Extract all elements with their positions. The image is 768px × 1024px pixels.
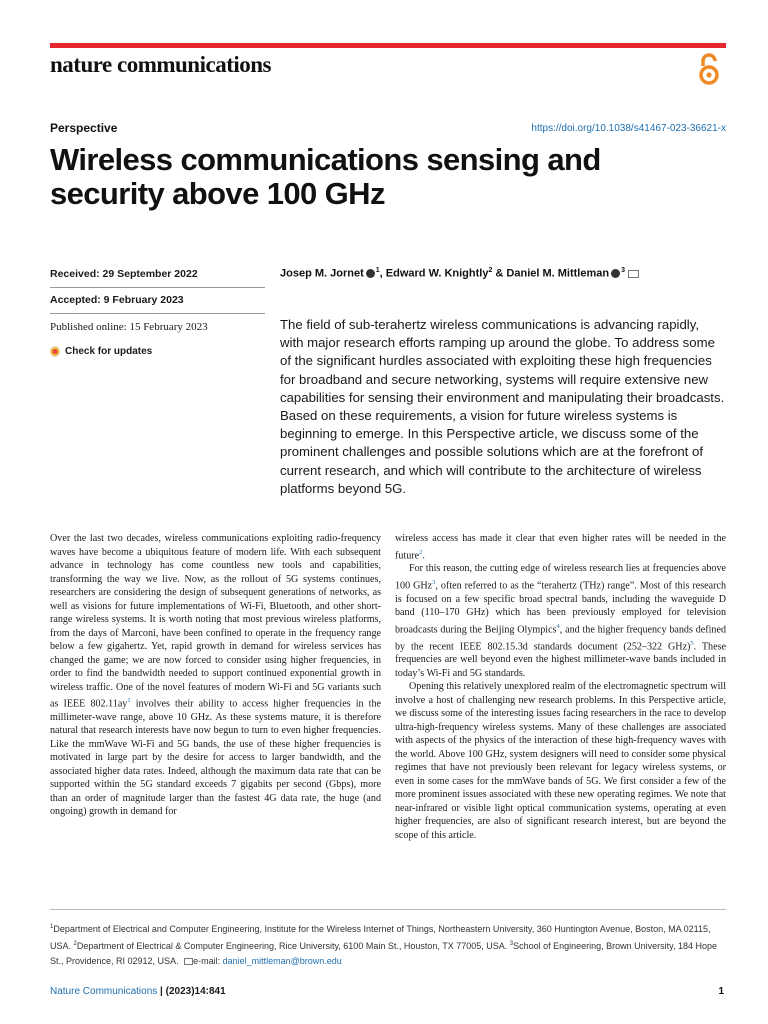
open-access-icon bbox=[696, 52, 722, 86]
body-paragraph: Opening this relatively unexplored realm of the electromagnetic spectrum will involve a host of challenging new research problems. In this Perspective article, we discuss some of the interesting issues facing researchers in the race to develop ultra-high-frequency wireless systems. Many of these challenges are associated with aspects of the physics of the interaction of these high-frequency waves with the world. Above 100 GHz, system designers will need to consider some physical regimes that have not previously been relevant for legacy wireless systems, or even in some cases for the mmWave bands of 5G. We first consider a few of the more prominent issues associated with these new operating regimes. We note that near-infrared or visible light optical communication systems, operating at even higher frequencies, are also of significant research interest, but are beyond the scope of this article. bbox=[395, 681, 726, 841]
crossmark-icon bbox=[50, 346, 60, 357]
accepted-date: Accepted: 9 February 2023 bbox=[50, 294, 184, 306]
check-updates-label: Check for updates bbox=[65, 346, 153, 357]
published-date: Published online: 15 February 2023 bbox=[50, 321, 208, 333]
doi-link[interactable]: https://doi.org/10.1038/s41467-023-36621-x bbox=[531, 123, 726, 134]
author-name[interactable]: Daniel M. Mittleman bbox=[506, 267, 610, 280]
email-link[interactable]: daniel_mittleman@brown.edu bbox=[222, 956, 342, 966]
author-name[interactable]: Josep M. Jornet bbox=[280, 267, 364, 280]
body-paragraph: wireless access has made it clear that even higher rates will be needed in the future$^2$. bbox=[395, 533, 726, 561]
email-icon bbox=[184, 958, 193, 965]
check-updates-button[interactable] bbox=[50, 346, 265, 357]
article-title: Wireless communications sensing and security above 100 GHz bbox=[50, 142, 601, 211]
reference-link[interactable]: 5 bbox=[690, 639, 694, 647]
page-number: 1 bbox=[718, 986, 724, 997]
received-date: Received: 29 September 2022 bbox=[50, 268, 198, 280]
affiliations-footnote: $^1$Department of Electrical and Computer Engineering, Institute for the Wireless Internet of Things, Northeastern University, 360 Huntington Avenue, Boston, MA 02115, USA. $^2$Department of Electrical & Computer Engineering, Rice University, 6100 Main St., Houston, TX 77005, USA. $^3$School of Engineering, Brown University, 184 Hope St., Providence, RI 02912, USA. e-mail: daniel_mittleman@brown.edu bbox=[50, 924, 718, 966]
reference-link[interactable]: 4 bbox=[556, 622, 560, 630]
footer-journal-link[interactable]: Nature Communications bbox=[50, 986, 158, 997]
footnote-divider bbox=[50, 909, 726, 910]
article-type: Perspective bbox=[50, 121, 118, 135]
header-rule bbox=[50, 43, 726, 48]
affiliation-sup: 3 bbox=[621, 267, 626, 274]
affiliation-sup: 1 bbox=[375, 267, 380, 274]
orcid-icon[interactable] bbox=[611, 269, 620, 278]
email-icon[interactable] bbox=[628, 270, 639, 278]
meta-divider bbox=[50, 313, 265, 314]
author-list: Josep M. Jornet $^1$, Edward W. Knightly$^2$ & Daniel M. Mittleman $^3$ bbox=[280, 267, 639, 280]
body-paragraph: Over the last two decades, wireless communications exploiting radio-frequency waves have become a ubiquitous feature of modern life. With each subsequent advance in technology has come countless new tools and capabilities, transforming the way we live. Now, as the rollout of 5G systems continues, researchers are considering the design of subsequent generations of networks, as well as visions for future implementations of Wi-Fi, Bluetooth, and other short-range wireless systems. It is worth noting that most previous wireless platforms, from the days of Marconi, have been confined to operate in the frequency range below a few gigahertz. Yet, rapid growth in demand for wireless services has changed the game; we are now forced to consider using higher frequencies, in order to find the bandwidth needed to support continued exponential growth in wireless traffic. One of the novel features of modern Wi-Fi and 5G variants such as IEEE $802.11ay^1$ involves their ability to access higher frequencies in the millimeter-wave range, above 10 GHz. As these systems mature, it is therefore natural that research interests have now begun to turn to even higher frequencies. Like the mmWave Wi-Fi and 5G bands, the use of these higher frequencies is motivated in large part by the desire for access to larger bandwidth, and the associated higher data rates. Indeed, although the maximum data rate that can be supported within the 5G standard exceeds 7 gigabits per second (Gbps), more than an order of magnitude larger than the fastest 4G data rate, the huge (and ongoing) growth in demand for bbox=[50, 533, 381, 818]
reference-link[interactable]: 3 bbox=[432, 578, 436, 586]
orcid-icon[interactable] bbox=[366, 269, 375, 278]
footer-citation: Nature Communications | (2023)14:841 bbox=[50, 986, 226, 997]
body-paragraph: For this reason, the cutting edge of wireless research lies at frequencies above 100 GHz$^3$, often referred to as the “terahertz (THz) range”. Most of this research is focused on a few specific broad spectral bands, including the waveguide D band (110–170 GHz) which has been previously employed for television broadcasts during the Beijing Olympics$^4$, and the higher frequency bands defined by the recent IEEE 802.15.3d standards document (252–322 GHz)$^5$. These frequencies are well beyond even the highest millimeter-wave bands included in today’s Wi-Fi and 5G standards. bbox=[395, 563, 726, 679]
reference-link[interactable]: 1 bbox=[127, 697, 131, 704]
author-name[interactable]: Edward W. Knightly bbox=[385, 267, 489, 280]
body-column-right bbox=[395, 532, 726, 842]
body-column-left bbox=[50, 532, 381, 819]
meta-divider bbox=[50, 287, 265, 288]
reference-link[interactable]: 2 bbox=[419, 548, 423, 556]
affiliation-sup: 2 bbox=[488, 267, 493, 274]
abstract: The field of sub-terahertz wireless communications is advancing rapidly, with major research efforts ramping up around the globe. To address some of the significant hurdles associated with exploiting these high frequencies for broadband and secure networking, systems will require extensive new capabilities for sensing their environment and manipulating their broadcasts. Based on these requirements, a vision for future wireless systems is beginning to emerge. In this Perspective article, we discuss some of the prominent challenges and possible solutions which are at the forefront of current research, and which will contribute to the architecture of wireless platforms beyond 5G. bbox=[280, 317, 725, 496]
journal-name: nature communications bbox=[50, 52, 271, 77]
